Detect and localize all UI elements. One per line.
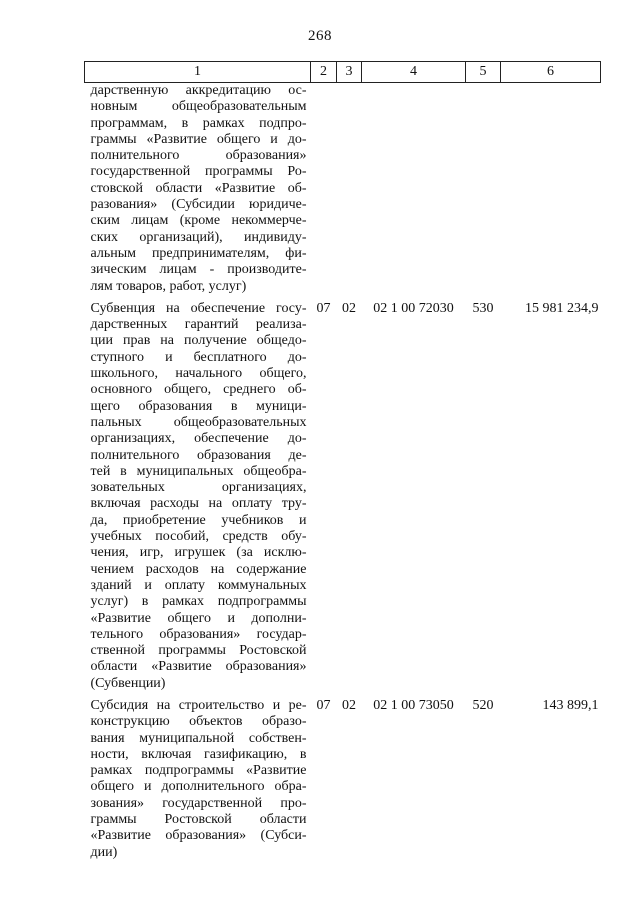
description-line: граммы Ростовской области xyxy=(90,812,307,828)
row-pr: 02 xyxy=(342,300,356,316)
table-body xyxy=(85,83,601,861)
row-sum: 143 899,1 xyxy=(542,697,599,713)
header-row xyxy=(85,62,601,83)
description-line: (Субвенции) xyxy=(90,675,166,691)
row-pr xyxy=(337,83,362,295)
description-line: государственной программы Ро- xyxy=(90,164,307,180)
description-line: ции прав на получение общедо- xyxy=(90,333,307,349)
description-line: зовательных организациях, xyxy=(90,480,307,496)
table-row xyxy=(85,692,601,861)
description-line: ственной программы Ростовской xyxy=(90,643,307,659)
description-line: услуг) в рамках подпрограммы xyxy=(90,594,307,610)
row-pr: 02 xyxy=(342,697,356,713)
description-line: Субвенция на обеспечение госу- xyxy=(90,300,307,316)
row-rz xyxy=(311,83,337,295)
description-line: дарственную аккредитацию ос- xyxy=(90,83,307,98)
description-line: щего образования в муници- xyxy=(90,398,307,414)
description-line: разования» (Субсидии юридиче- xyxy=(90,197,307,213)
row-rz: 07 xyxy=(316,697,331,713)
description-line: включая расходы на оплату тру- xyxy=(90,496,307,512)
description-line: «Развитие общего и дополни- xyxy=(90,610,307,626)
header-col-5: 5 xyxy=(466,62,501,83)
description-line: чением расходов на содержание xyxy=(90,561,307,577)
header-col-6: 6 xyxy=(501,62,601,83)
row-sum: 15 981 234,9 xyxy=(525,300,599,316)
description-line: организациях, обеспечение до- xyxy=(90,431,307,447)
header-col-4: 4 xyxy=(362,62,466,83)
description-line: зическим лицам - производите- xyxy=(90,262,307,278)
row-csr xyxy=(362,83,466,295)
description-line: альным предпринимателям, фи- xyxy=(90,245,307,261)
row-description xyxy=(85,295,311,692)
description-line: зования» государственной про- xyxy=(90,795,307,811)
description-line: стовской области «Развитие об- xyxy=(90,180,307,196)
description-line: ступного и бесплатного до- xyxy=(90,349,307,365)
header-col-1: 1 xyxy=(85,62,311,83)
description-line: общего и дополнительного обра- xyxy=(90,779,307,795)
description-line: новным общеобразовательным xyxy=(90,99,307,115)
page-number: 268 xyxy=(308,28,332,44)
description-line: дарственных гарантий реализа- xyxy=(90,317,307,333)
description-line: полнительного образования де- xyxy=(90,447,307,463)
description-line: ским лицам (кроме некоммерче- xyxy=(90,213,307,229)
description-line: программам, в рамках подпро- xyxy=(90,115,307,131)
description-line: граммы «Развитие общего и до- xyxy=(90,131,307,147)
budget-table xyxy=(84,61,601,861)
header-col-3: 3 xyxy=(337,62,362,83)
description-line: основного общего, среднего об- xyxy=(90,382,307,398)
description-line: полнительного образования» xyxy=(90,148,307,164)
description-line: зданий и оплату коммунальных xyxy=(90,577,307,593)
row-vr: 530 xyxy=(472,300,494,316)
description-line: Субсидия на строительство и ре- xyxy=(90,697,307,713)
header-col-2: 2 xyxy=(311,62,337,83)
description-line: лям товаров, работ, услуг) xyxy=(90,278,247,294)
description-line: «Развитие образования» (Субси- xyxy=(90,828,307,844)
description-line: тей в муниципальных общеобра- xyxy=(90,463,307,479)
row-csr: 02 1 00 72030 xyxy=(373,300,454,316)
row-description xyxy=(85,692,311,861)
description-line: области «Развитие образования» xyxy=(90,659,307,675)
description-line: конструкцию объектов образо- xyxy=(90,714,307,730)
row-vr xyxy=(466,83,501,295)
description-line: ности, включая газификацию, в xyxy=(90,746,307,762)
description-line: ских организаций), индивиду- xyxy=(90,229,307,245)
description-line: школьного, начального общего, xyxy=(90,366,307,382)
row-rz: 07 xyxy=(316,300,331,316)
row-description xyxy=(85,83,311,295)
description-line: вания муниципальной собствен- xyxy=(90,730,307,746)
description-line: рамках подпрограммы «Развитие xyxy=(90,763,307,779)
row-csr: 02 1 00 73050 xyxy=(373,697,454,713)
description-line: учебных пособий, средств обу- xyxy=(90,529,307,545)
description-line: тельного образования» государ- xyxy=(90,626,307,642)
table-row xyxy=(85,83,601,295)
description-line: пальных общеобразовательных xyxy=(90,414,307,430)
row-vr: 520 xyxy=(472,697,494,713)
description-line: чения, игр, игрушек (за исклю- xyxy=(90,545,307,561)
table-row xyxy=(85,295,601,692)
description-line: да, приобретение учебников и xyxy=(90,512,307,528)
table-header xyxy=(85,62,601,83)
description-line: дии) xyxy=(90,844,118,860)
row-sum xyxy=(501,83,601,295)
